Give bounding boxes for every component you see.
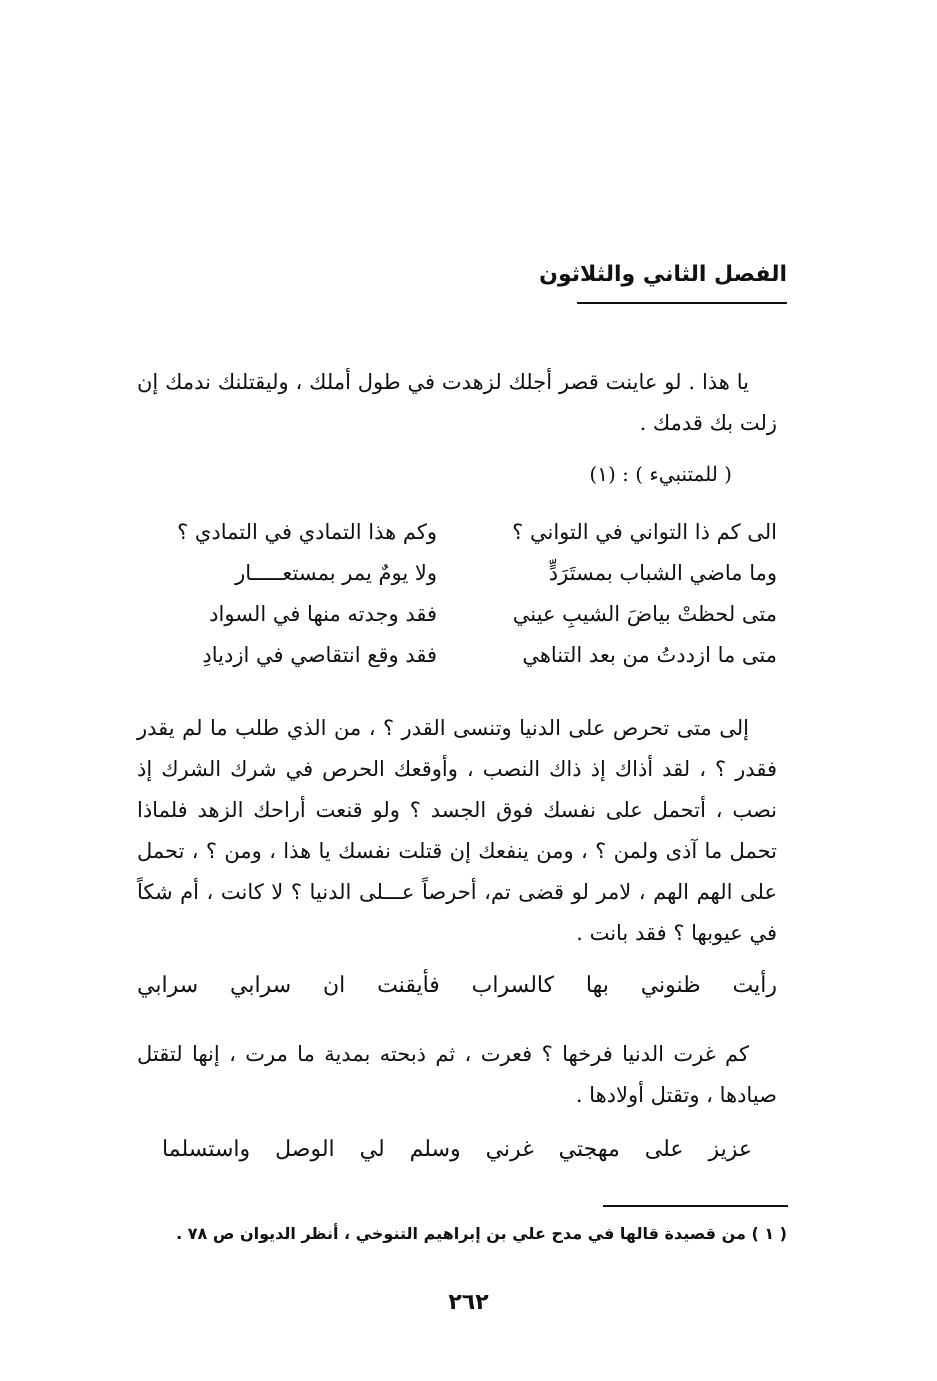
poem-verse [137, 512, 777, 553]
verse-word: عزيز [708, 1137, 752, 1162]
verse-word: لي [359, 1137, 385, 1162]
verse-first-hemistich: متى ما ازددتُ من بعد التناهي [522, 643, 777, 667]
verse-second-hemistich: فقد وجدته منها في السواد [209, 602, 437, 626]
verse-word: ان [322, 973, 346, 998]
verse-second-hemistich: وكم هذا التمادي في التمادي ؟ [177, 520, 437, 544]
verse-second-hemistich: فقد وقع انتقاصي في ازديادِ [202, 643, 437, 667]
verse-second-hemistich: ولا يومٌ يمر بمستعـــــار [235, 561, 437, 585]
verse-word: على [644, 1137, 684, 1162]
verse-word: سرابي [229, 973, 292, 998]
closing-verse [162, 1128, 752, 1172]
page-number: ٢٦٢ [448, 1290, 489, 1315]
verse-word: رأيت [732, 973, 777, 998]
poem [137, 512, 777, 676]
poet-attribution: ( للمتنبيء ) : (١) [589, 462, 732, 486]
verse-word: وسلم [409, 1137, 461, 1162]
poem-verse [137, 553, 777, 594]
footnote: ( ١ ) من قصيدة قالها في مدح علي بن إبراهيم التنوخي ، أنظر الديوان ص ٧٨ . [176, 1224, 787, 1243]
chapter-title: الفصل الثاني والثلاثون [539, 262, 787, 287]
poem-verse [137, 635, 777, 676]
verse-word: ظنوني [640, 973, 701, 998]
verse-first-hemistich: الى كم ذا التواني في التواني ؟ [512, 520, 777, 544]
verse-word: غرني [485, 1137, 534, 1162]
verse-first-hemistich: وما ماضي الشباب بمستَرَدٍّ [548, 561, 777, 585]
verse-word: سرابي [137, 973, 199, 998]
verse-first-hemistich: متى لحظتْ بياضَ الشيبِ عيني [512, 602, 777, 626]
verse-word: مهجتي [558, 1137, 620, 1162]
paragraph-1: يا هذا . لو عاينت قصر أجلك لزهدت في طول أملك ، وليقتلنك ندمك إن زلت بك قدمك . [137, 370, 777, 435]
footnote-separator [603, 1205, 788, 1207]
poem-verse [137, 594, 777, 635]
verse-word: فأيقنت [377, 973, 440, 998]
verse-word: كالسراب [471, 973, 555, 998]
title-underline [577, 302, 787, 304]
verse-word: واستسلما [162, 1137, 251, 1162]
verse-word: الوصل [275, 1137, 335, 1162]
single-verse [137, 964, 777, 1008]
paragraph-3: كم غرت الدنيا فرخها ؟ فعرت ، ثم ذبحته بمدية ما مرت ، إنها لتقتل صيادها ، وتقتل أولادها . [137, 1042, 777, 1107]
verse-word: بها [585, 973, 609, 998]
paragraph-2: إلى متى تحرص على الدنيا وتنسى القدر ؟ ، من الذي طلب ما لم يقدر فقدر ؟ ، لقد أذاك إذ ذاك النصب ، وأوقعك الحرص في شرك الشرك إذ نصب ، أتحمل على نفسك فوق الجسد ؟ ولو قنعت أراحك الزهد فلماذا تحمل ما آذى ولمن ؟ ، ومن ينفعك إن قتلت نفسك يا هذا ، ومن ؟ ، تحمل على الهم الهم ، لامر لو قضى تم، أحرصاً عـــلى الدنيا ؟ لا كانت ، أم شكاً في عيوبها ؟ فقد بانت . [137, 716, 777, 945]
